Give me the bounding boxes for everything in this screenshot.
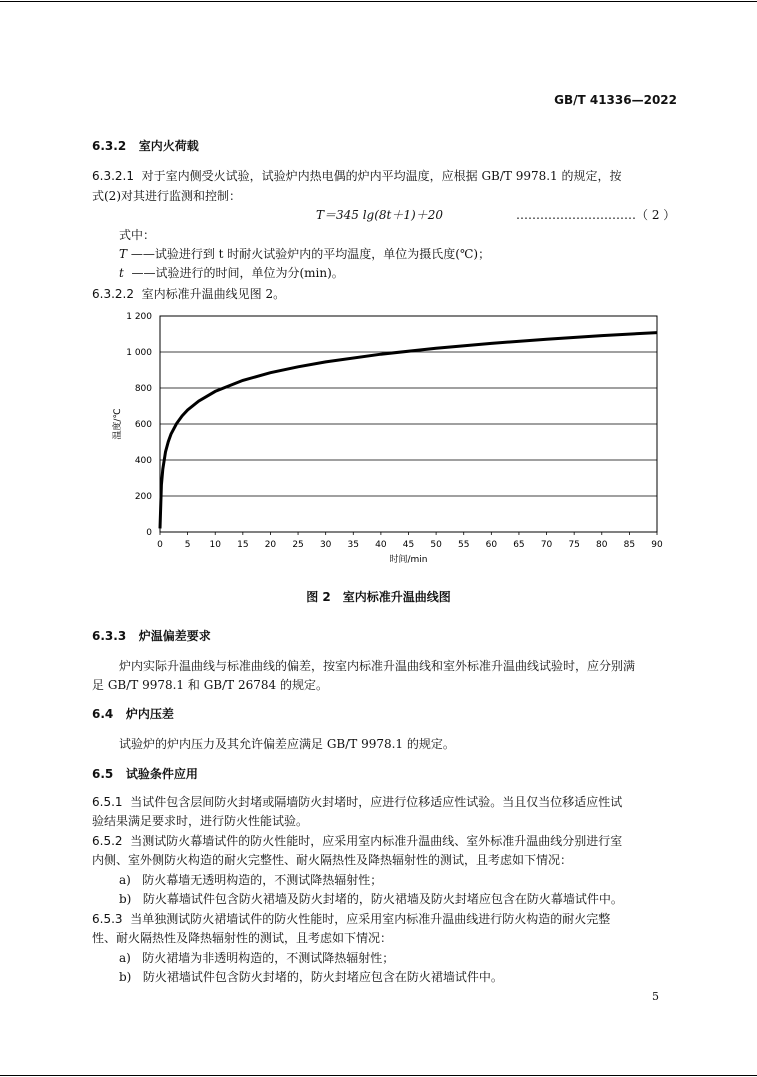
x-tick-label: 60 <box>485 540 498 550</box>
definition-t-text: ——试验进行的时间，单位为分(min)。 <box>131 266 344 280</box>
section-6-5-3-item-a <box>119 950 394 966</box>
x-tick-label: 20 <box>264 540 277 550</box>
x-tick-label: 0 <box>157 540 163 550</box>
y-axis-ticks <box>126 312 152 538</box>
section-title: 炉内压差 <box>125 707 174 721</box>
section-6-4-p1: 试验炉的炉内压力及其允许偏差应满足 GB/T 9978.1 的规定。 <box>119 737 455 751</box>
x-tick-label: 45 <box>402 540 415 550</box>
x-tick-label: 15 <box>237 540 249 550</box>
clause-text: 对于室内侧受火试验，试验炉内热电偶的炉内平均温度，应根据 GB/T 9978.1 的规定，按 <box>141 169 622 183</box>
section-number: 6.3.2 <box>92 139 127 153</box>
item-text: 防火幕墙无透明构造的，不测试降热辐射性； <box>142 873 383 887</box>
section-6-3-2-heading <box>92 138 199 154</box>
section-6-3-3-heading <box>92 628 211 644</box>
top-border <box>0 1 757 2</box>
formula-where: 式中： <box>119 228 156 242</box>
section-6-5-2-line1 <box>92 833 622 849</box>
section-6-5-3-line2: 性、耐火隔热性及降热辐射性的测试，且考虑如下情况： <box>92 931 393 945</box>
chart-gridlines <box>160 316 657 532</box>
clause-text: 室内标准升温曲线见图 2。 <box>141 287 286 301</box>
x-axis-ticks <box>157 532 663 550</box>
y-tick-label: 1 200 <box>126 312 152 322</box>
temperature-curve-chart <box>0 306 757 576</box>
x-tick-label: 85 <box>623 540 636 550</box>
section-title: 室内火荷载 <box>138 139 199 153</box>
section-6-3-3-p1: 炉内实际升温曲线与标准曲线的偏差，按室内标准升温曲线和室外标准升温曲线试验时，应分别满 <box>119 659 636 673</box>
x-tick-label: 10 <box>209 540 221 550</box>
item-label: b) <box>119 970 132 984</box>
clause-text: 当测试防火幕墙试件的防火性能时，应采用室内标准升温曲线、室外标准升温曲线分别进行室 <box>130 834 623 848</box>
definition-T <box>119 246 490 262</box>
clause-number: 6.3.2.2 <box>92 287 134 301</box>
formula: T＝345 lg(8t＋1)＋20 <box>316 208 443 222</box>
standard-number: GB/T 41336—2022 <box>554 93 677 107</box>
x-tick-label: 30 <box>319 540 332 550</box>
x-tick-label: 75 <box>568 540 580 550</box>
clause-number: 6.3.2.1 <box>92 169 134 183</box>
y-tick-label: 600 <box>134 420 152 430</box>
y-tick-label: 800 <box>134 384 152 394</box>
formula-number: …………………………（ 2 ） <box>516 208 676 222</box>
section-6-3-2-1-line1 <box>92 168 622 184</box>
section-6-5-1-line2: 验结果满足要求时，进行防火性能试验。 <box>92 814 309 828</box>
clause-number: 6.5.2 <box>92 834 123 848</box>
clause-text: 当试件包含层间防火封堵或隔墙防火封堵时，应进行位移适应性试验。当且仅当位移适应性试 <box>130 795 623 809</box>
section-6-5-3-item-b <box>119 969 503 985</box>
clause-text: 当单独测试防火裙墙试件的防火性能时，应采用室内标准升温曲线进行防火构造的耐火完整 <box>130 912 611 926</box>
item-text: 防火幕墙试件包含防火裙墙及防火封堵的，防火裙墙及防火封堵应包含在防火幕墙试件中。 <box>142 892 623 906</box>
y-tick-label: 400 <box>134 456 152 466</box>
section-title: 试验条件应用 <box>125 767 198 781</box>
definition-t <box>119 265 344 281</box>
x-tick-label: 55 <box>457 540 470 550</box>
x-tick-label: 90 <box>651 540 663 550</box>
x-tick-label: 50 <box>430 540 442 550</box>
item-text: 防火裙墙为非透明构造的，不测试降热辐射性； <box>142 951 395 965</box>
standard-heating-curve <box>160 333 657 529</box>
x-tick-label: 5 <box>184 540 191 550</box>
section-6-5-heading <box>92 766 198 782</box>
x-tick-label: 80 <box>596 540 608 550</box>
section-title: 炉温偏差要求 <box>138 629 211 643</box>
item-label: a) <box>119 873 131 887</box>
section-6-3-3-p2: 足 GB/T 9978.1 和 GB/T 26784 的规定。 <box>92 678 328 692</box>
y-tick-label: 200 <box>134 492 152 502</box>
item-label: a) <box>119 951 131 965</box>
section-number: 6.3.3 <box>92 629 127 643</box>
x-tick-label: 25 <box>292 540 304 550</box>
x-tick-label: 70 <box>540 540 553 550</box>
clause-number: 6.5.1 <box>92 795 123 809</box>
y-axis-label: 温度/℃ <box>113 408 123 440</box>
clause-number: 6.5.3 <box>92 912 123 926</box>
symbol-T: T <box>119 247 128 261</box>
section-number: 6.4 <box>92 707 114 721</box>
figure-caption: 图 2 室内标准升温曲线图 <box>306 590 451 604</box>
x-tick-label: 40 <box>375 540 387 550</box>
item-label: b) <box>119 892 132 906</box>
x-tick-label: 65 <box>513 540 525 550</box>
section-6-5-2-item-a <box>119 872 382 888</box>
section-6-5-3-line1 <box>92 911 610 927</box>
section-number: 6.5 <box>92 767 114 781</box>
y-tick-label: 1 000 <box>126 348 152 358</box>
section-6-3-2-2 <box>92 286 285 302</box>
section-6-3-2-1-line2: 式(2)对其进行监测和控制： <box>92 189 241 203</box>
section-6-5-1-line1 <box>92 794 622 810</box>
page-number: 5 <box>652 990 659 1003</box>
section-6-5-2-line2: 内侧、室外侧防火构造的耐火完整性、耐火隔热性及降热辐射性的测试，且考虑如下情况： <box>92 853 573 867</box>
definition-T-text: ——试验进行到 t 时耐火试验炉内的平均温度，单位为摄氏度(℃)； <box>130 247 491 261</box>
bottom-border <box>0 1075 757 1076</box>
symbol-t: t <box>119 266 124 280</box>
item-text: 防火裙墙试件包含防火封堵的，防火封堵应包含在防火裙墙试件中。 <box>142 970 503 984</box>
section-6-4-heading <box>92 706 174 722</box>
x-axis-label: 时间/min <box>389 555 428 565</box>
y-tick-label: 0 <box>146 528 152 538</box>
section-6-5-2-item-b <box>119 891 623 907</box>
x-tick-label: 35 <box>347 540 360 550</box>
